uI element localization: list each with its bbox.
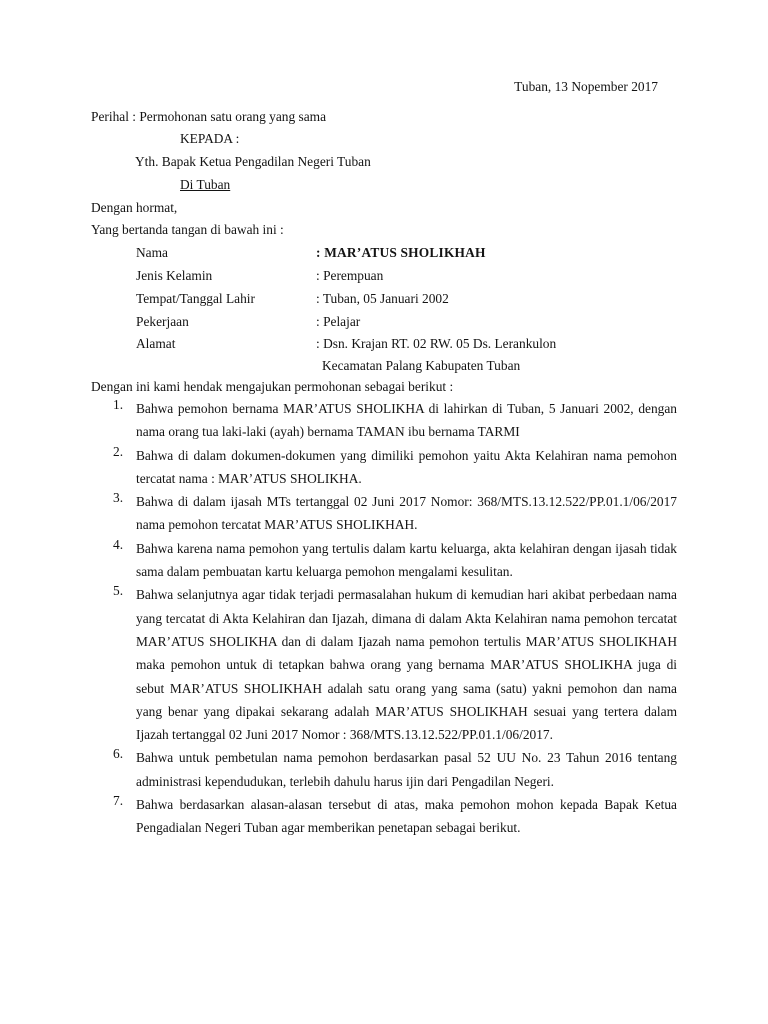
list-item [0, 583, 768, 746]
recipient-name: Yth. Bapak Ketua Pengadilan Negeri Tuban [135, 154, 371, 169]
recipient-heading: KEPADA : [180, 131, 240, 146]
list-item [0, 490, 768, 537]
list-number: 3. [113, 490, 124, 506]
list-text: Bahwa berdasarkan alasan-alasan tersebut di atas, maka pemohon mohon kepada Bapak Ketua Pengadialan Negeri Tuban agar memberikan penetapan sebagai berikut. [136, 797, 677, 836]
list-text: Bahwa untuk pembetulan nama pemohon berdasarkan pasal 52 UU No. 23 Tahun 2016 tentang administrasi kependudukan, terlebih dahulu harus ijin dari Pengadilan Negeri. [136, 750, 677, 789]
greeting: Dengan hormat, [91, 200, 178, 215]
list-number: 6. [113, 746, 124, 762]
identity-value: : Pelajar [316, 314, 361, 329]
points-lead: Dengan ini kami hendak mengajukan permohonan sebagai berikut : [91, 379, 454, 394]
list-number: 4. [113, 536, 124, 552]
list-text: Bahwa selanjutnya agar tidak terjadi permasalahan hukum di kemudian hari akibat perbedaan nama yang tercatat di Akta Kelahiran dan Ijazah, dimana di dalam Akta Kelahiran nama pemohon tercatat MAR’ATUS SHOLIKHA dan di dalam Ijazah nama pemohon tertulis MAR’ATUS SHOLIKHAH maka pemohon untuk di tetapkan bahwa orang yang bernama MAR’ATUS SHOLIKHA juga di sebut MAR’ATUS SHOLIKHAH adalah satu orang yang sama (satu) yakni pemohon dan nama yang benar yang dipakai sekarang adalah MAR’ATUS SHOLIKHAH sesuai yang tertera dalam Ijazah tertanggal 02 Juni 2017 Nomor : 368/MTS.13.12.522/PP.01.1/06/2017. [136, 587, 677, 743]
letter-date: Tuban, 13 Nopember 2017 [514, 79, 658, 94]
list-text: Bahwa di dalam ijasah MTs tertanggal 02 Juni 2017 Nomor: 368/MTS.13.12.522/PP.01.1/06/2017 nama pemohon tercatat MAR’ATUS SHOLIKHAH. [136, 494, 677, 533]
identity-value: : Dsn. Krajan RT. 02 RW. 05 Ds. Lerankulon [316, 336, 557, 351]
identity-value: Kecamatan Palang Kabupaten Tuban [322, 358, 521, 373]
list-item [0, 746, 768, 793]
identity-value: : Perempuan [316, 268, 384, 283]
list-number: 1. [113, 397, 124, 412]
list-text: Bahwa pemohon bernama MAR’ATUS SHOLIKHA di lahirkan di Tuban, 5 Januari 2002, dengan nama orang tua laki-laki (ayah) bernama TAMAN ibu bernama TARMI [136, 401, 677, 440]
identity-value: : MAR’ATUS SHOLIKHAH [316, 245, 486, 260]
identity-label: Jenis Kelamin [136, 268, 213, 283]
points-list [0, 397, 768, 840]
identity-label: Nama [136, 245, 168, 260]
list-text: Bahwa karena nama pemohon yang tertulis dalam kartu keluarga, akta kelahiran dengan ijasah tidak sama dalam pembuatan kartu keluarga pemohon mengalami kesulitan. [136, 540, 677, 580]
list-item [0, 444, 768, 491]
list-number: 7. [113, 793, 124, 809]
recipient-place: Di Tuban [180, 177, 231, 192]
list-number: 2. [113, 443, 124, 459]
identity-label: Pekerjaan [136, 314, 189, 329]
list-item [0, 793, 768, 840]
identity-label: Tempat/Tanggal Lahir [136, 291, 255, 306]
identity-intro: Yang bertanda tangan di bawah ini : [91, 222, 284, 237]
list-text: Bahwa di dalam dokumen-dokumen yang dimiliki pemohon yaitu Akta Kelahiran nama pemohon tercatat nama : MAR’ATUS SHOLIKHA. [136, 447, 677, 486]
identity-label: Alamat [136, 336, 176, 351]
list-item [0, 397, 768, 444]
identity-value: : Tuban, 05 Januari 2002 [316, 291, 449, 306]
letter-subject: Perihal : Permohonan satu orang yang sama [91, 109, 327, 124]
list-item [0, 537, 768, 584]
list-number: 5. [113, 583, 124, 599]
